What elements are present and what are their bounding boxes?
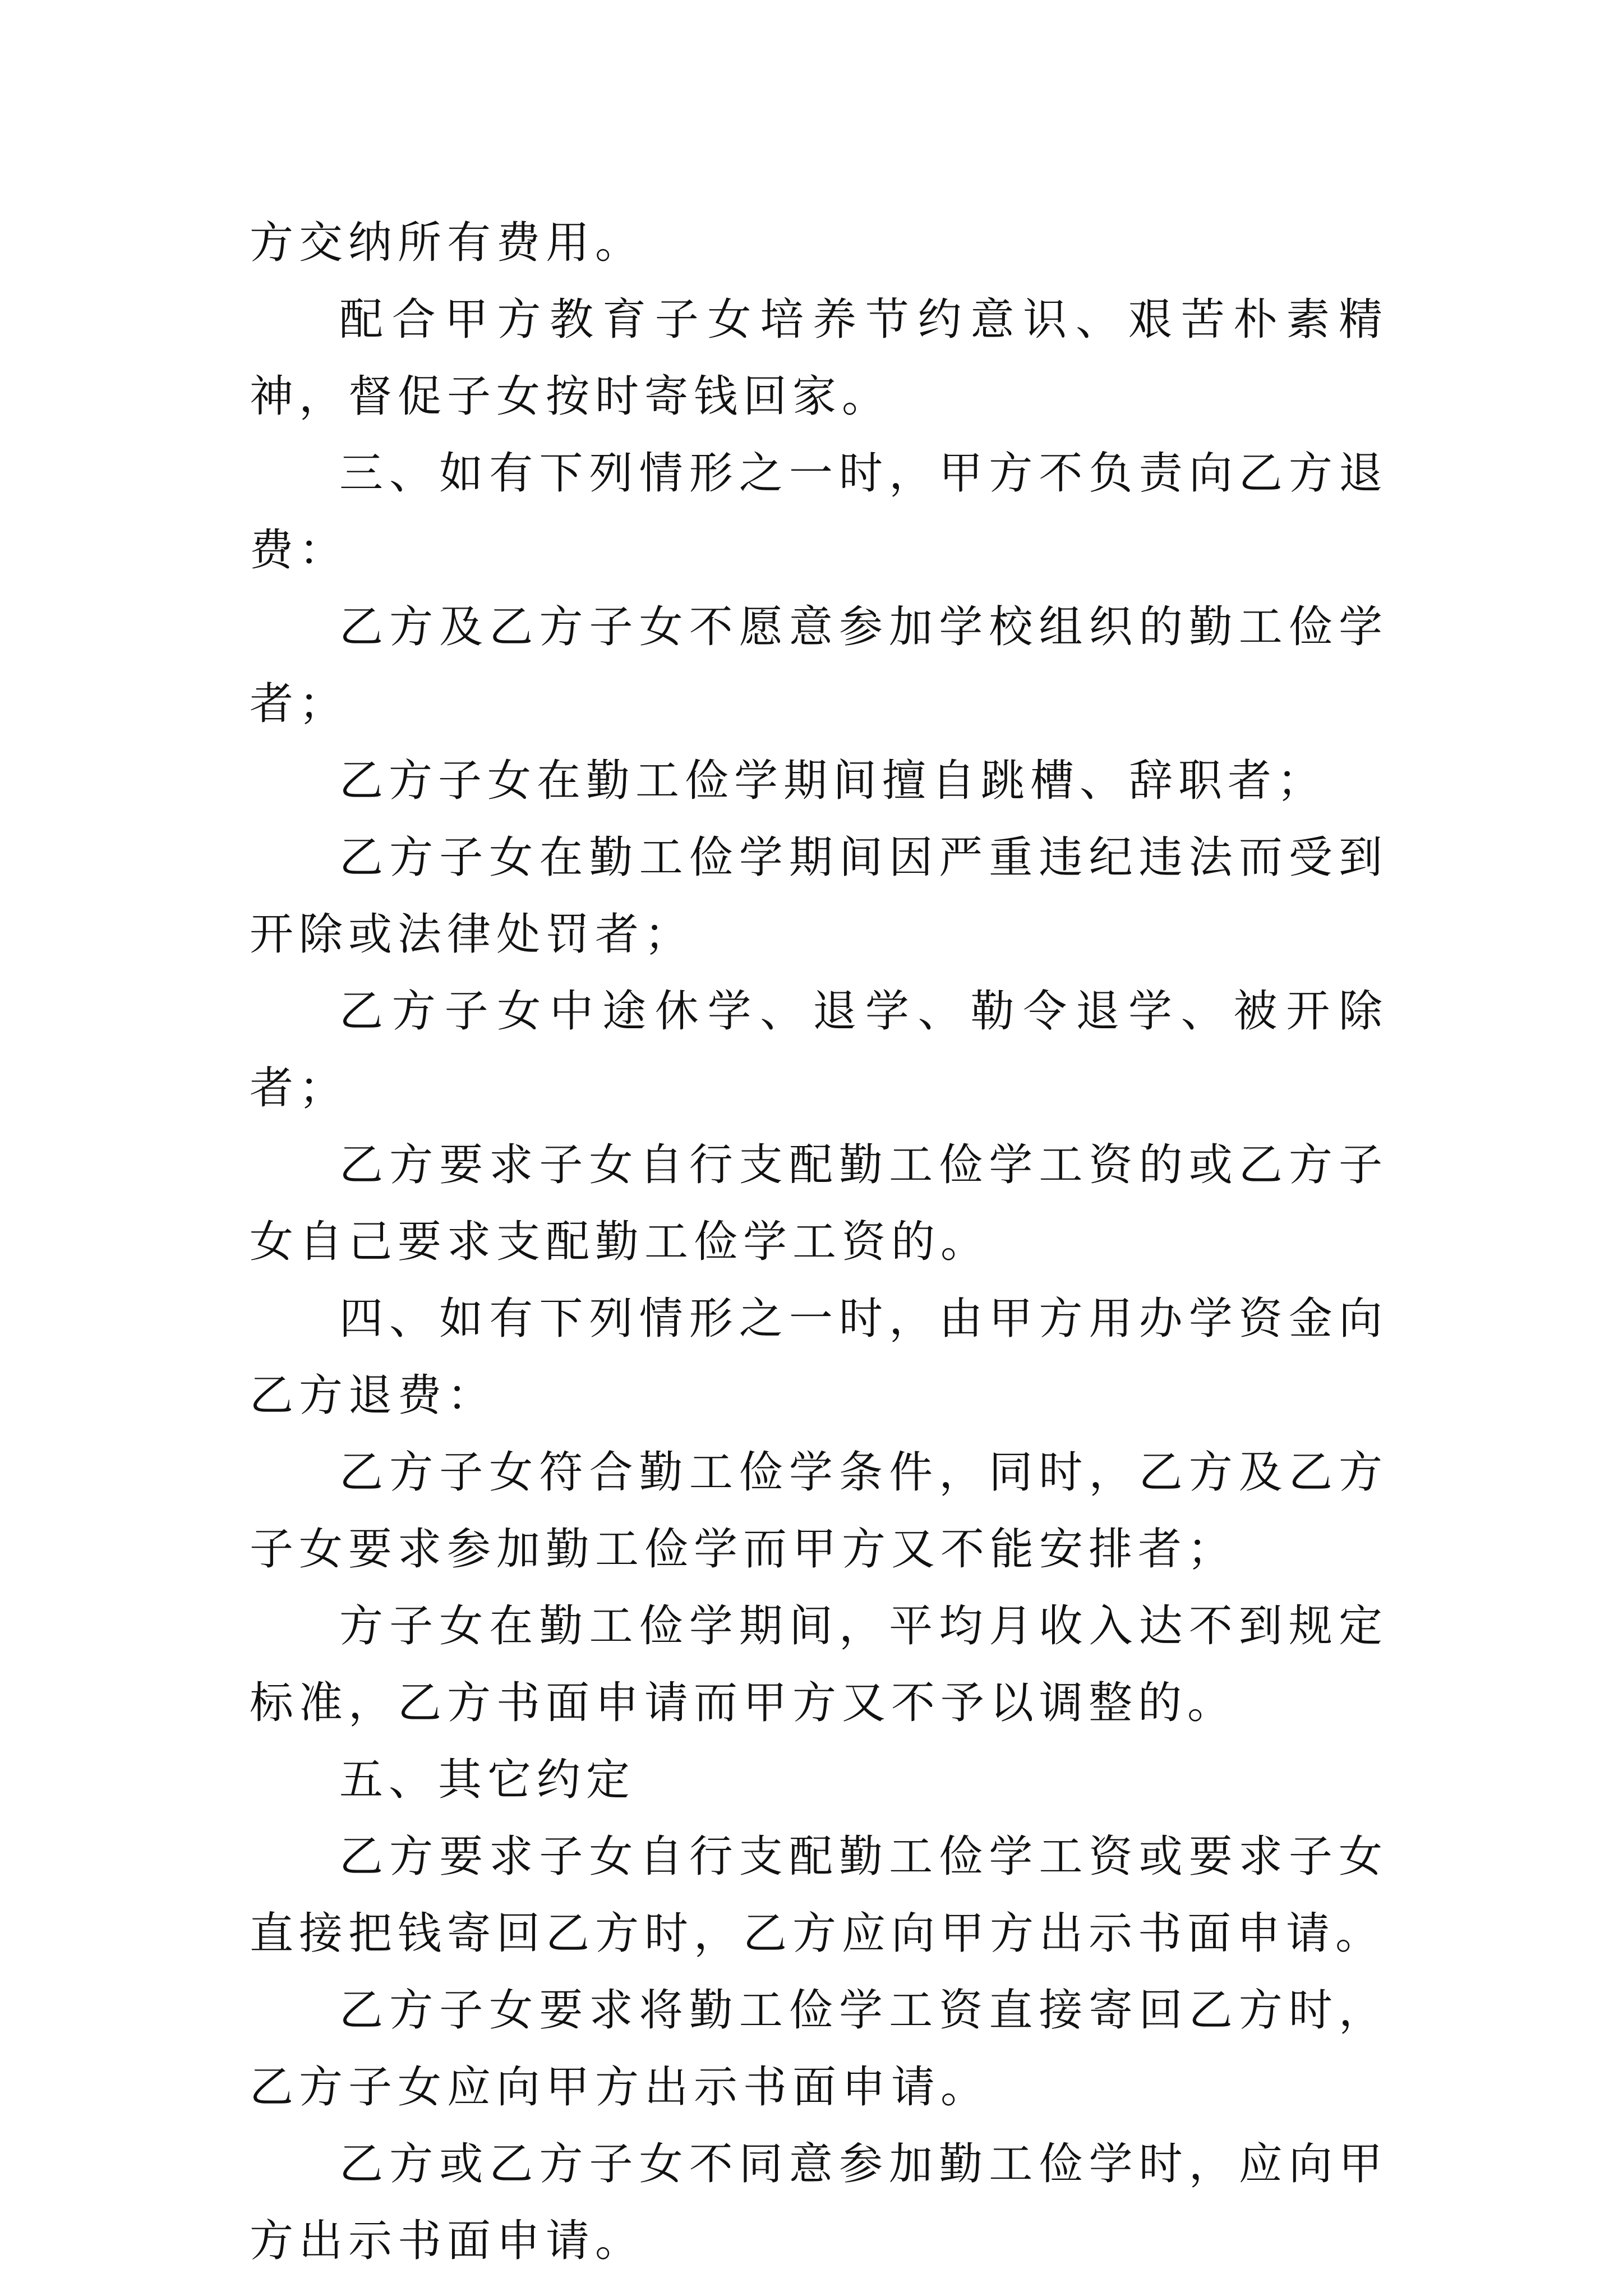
paragraph-unwilling-participation: 乙方及乙方子女不愿意参加学校组织的勤工俭学者； bbox=[250, 602, 1388, 729]
paragraph-self-managed-wages: 乙方要求子女自行支配勤工俭学工资的或乙方子女自己要求支配勤工俭学工资的。 bbox=[250, 1140, 1388, 1267]
paragraph-written-request-parent: 乙方要求子女自行支配勤工俭学工资或要求子女直接把钱寄回乙方时，乙方应向甲方出示书面申请。 bbox=[250, 1832, 1388, 1959]
paragraph-expulsion-penalty: 乙方子女在勤工俭学期间因严重违纪违法而受到开除或法律处罚者； bbox=[250, 832, 1388, 960]
paragraph-job-hopping: 乙方子女在勤工俭学期间擅自跳槽、辞职者； bbox=[339, 756, 1327, 806]
paragraph-income-below-standard: 方子女在勤工俭学期间，平均月收入达不到规定标准，乙方书面申请而甲方又不予以调整的。 bbox=[250, 1601, 1388, 1728]
paragraph-dropout: 乙方子女中途休学、退学、勒令退学、被开除者； bbox=[250, 986, 1388, 1114]
paragraph-written-request-nonparticipation: 乙方或乙方子女不同意参加勤工俭学时，应向甲方出示书面申请。 bbox=[250, 2139, 1388, 2266]
paragraph-thrift-education: 配合甲方教育子女培养节约意识、艰苦朴素精神，督促子女按时寄钱回家。 bbox=[250, 295, 1388, 422]
section-five-heading: 五、其它约定 bbox=[339, 1755, 636, 1805]
paragraph-fee-payment: 方交纳所有费用。 bbox=[250, 218, 645, 268]
section-four-heading: 四、如有下列情形之一时，由甲方用办学资金向乙方退费： bbox=[250, 1294, 1388, 1421]
paragraph-cannot-arrange: 乙方子女符合勤工俭学条件，同时，乙方及乙方子女要求参加勤工俭学而甲方又不能安排者； bbox=[250, 1447, 1388, 1575]
section-three-heading: 三、如有下列情形之一时，甲方不负责向乙方退费： bbox=[250, 448, 1388, 576]
paragraph-written-request-child: 乙方子女要求将勤工俭学工资直接寄回乙方时，乙方子女应向甲方出示书面申请。 bbox=[250, 1985, 1388, 2113]
document-body bbox=[250, 205, 1388, 2280]
